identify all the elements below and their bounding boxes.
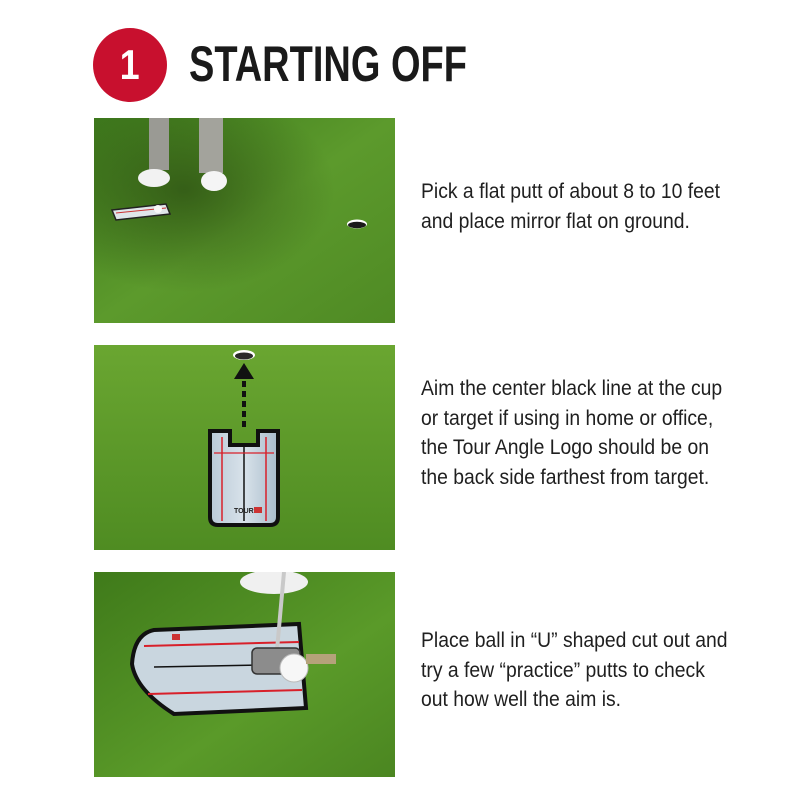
- step-1-caption: Pick a flat putt of about 8 to 10 feet and place mirror flat on ground.: [421, 179, 721, 233]
- page-title: STARTING OFF: [189, 36, 467, 92]
- mirror-logo-text: TOUR: [234, 508, 254, 515]
- page-header: [0, 0, 800, 110]
- step-number: 1: [120, 41, 140, 88]
- step-1-photo: [94, 118, 395, 323]
- step-3-photo: [94, 572, 395, 777]
- step-2-photo: [94, 345, 395, 550]
- step-3-caption: Place ball in “U” shaped cut out and try a few “practice” putts to check out how well the aim is.: [421, 628, 728, 711]
- step-2-caption: Aim the center black line at the cup or target if using in home or office, the Tour Angle Logo should be on the back side farthest from target.: [421, 376, 723, 489]
- step-number-badge: [93, 28, 167, 102]
